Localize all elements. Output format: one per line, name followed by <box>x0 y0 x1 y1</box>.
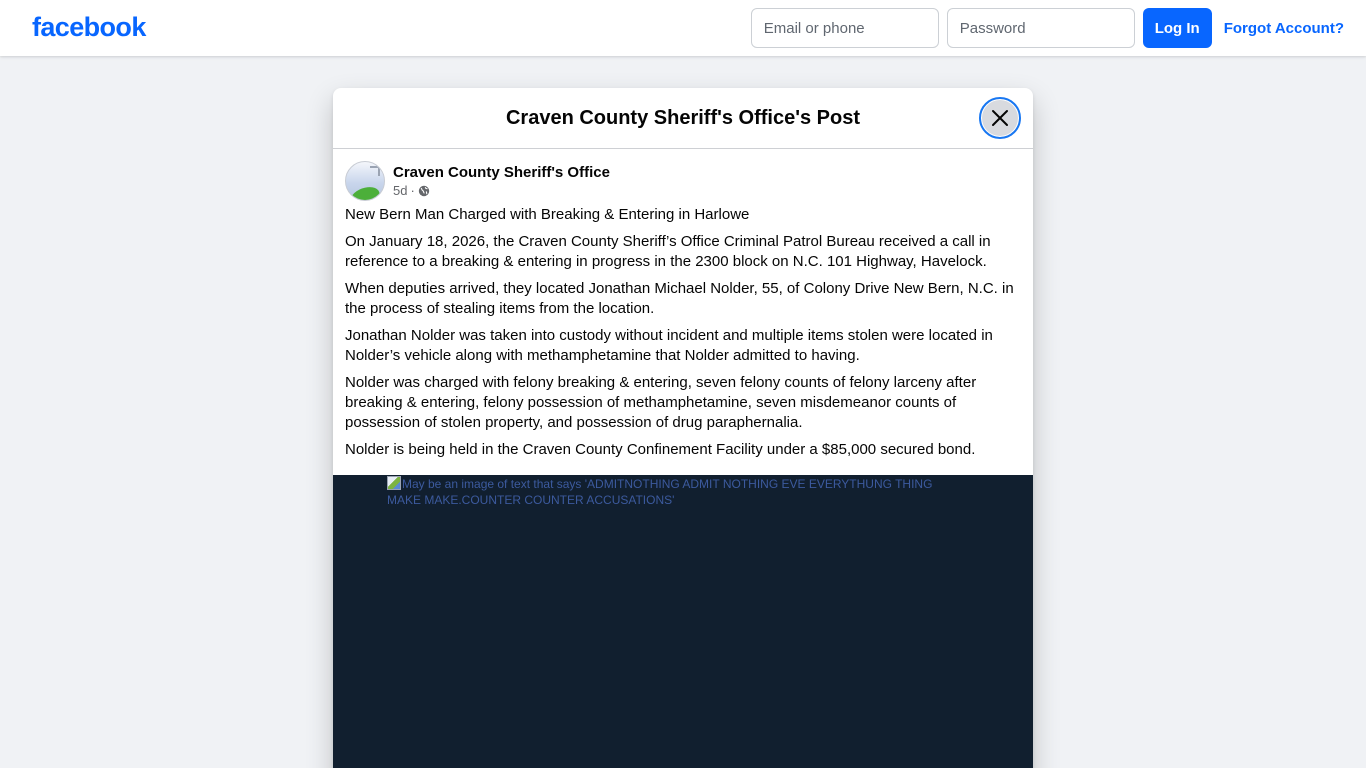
image-alt-text: May be an image of text that says 'ADMITNOTHING ADMIT NOTHING EVE EVERYTHUNG THING MAKE MAKE.COUNTER COUNTER ACCUSATIONS' <box>387 477 933 507</box>
email-field[interactable] <box>751 8 939 48</box>
forgot-account-link[interactable]: Forgot Account? <box>1223 19 1344 37</box>
post-meta <box>393 183 610 199</box>
post-image[interactable] <box>333 475 1033 768</box>
post-header <box>333 149 1033 201</box>
login-button[interactable]: Log In <box>1143 8 1212 48</box>
broken-image-icon <box>387 476 401 490</box>
post-paragraph: Nolder is being held in the Craven County Confinement Facility under a $85,000 secured bond. <box>345 441 976 458</box>
facebook-logo[interactable]: facebook <box>32 12 146 42</box>
dialog-header <box>333 88 1033 149</box>
post-paragraph: Nolder was charged with felony breaking & entering, seven felony counts of felony larceny after breaking & entering, felony possession of methamphetamine, seven misdemeanor counts of possession of stolen property, and possession of drug paraphernalia. <box>345 374 977 431</box>
author-block <box>393 163 610 199</box>
globe-icon <box>418 185 430 197</box>
password-field[interactable] <box>947 8 1135 48</box>
author-name-link[interactable]: Craven County Sheriff's Office <box>393 164 610 181</box>
post-paragraph: When deputies arrived, they located Jonathan Michael Nolder, 55, of Colony Drive New Bern, N.C. in the process of stealing items from the location. <box>345 280 1014 317</box>
meta-separator: · <box>410 183 415 198</box>
post-timestamp[interactable]: 5d <box>393 183 408 198</box>
post-paragraph: On January 18, 2026, the Craven County Sheriff’s Office Criminal Patrol Bureau received a call in reference to a breaking & entering in progress in the 2300 block on N.C. 101 Highway, Havelock. <box>345 233 991 270</box>
top-navigation-bar <box>0 0 1366 56</box>
post-paragraph: New Bern Man Charged with Breaking & Entering in Harlowe <box>345 206 750 223</box>
post-dialog <box>333 88 1033 768</box>
close-button[interactable] <box>979 97 1021 139</box>
login-form <box>751 8 1344 48</box>
post-text <box>333 201 1033 460</box>
dialog-title: Craven County Sheriff's Office's Post <box>505 106 861 129</box>
post-paragraph: Jonathan Nolder was taken into custody without incident and multiple items stolen were located in Nolder’s vehicle along with methamphetamine that Nolder admitted to having. <box>345 327 993 364</box>
page-avatar[interactable] <box>345 161 385 201</box>
close-icon <box>991 109 1009 127</box>
